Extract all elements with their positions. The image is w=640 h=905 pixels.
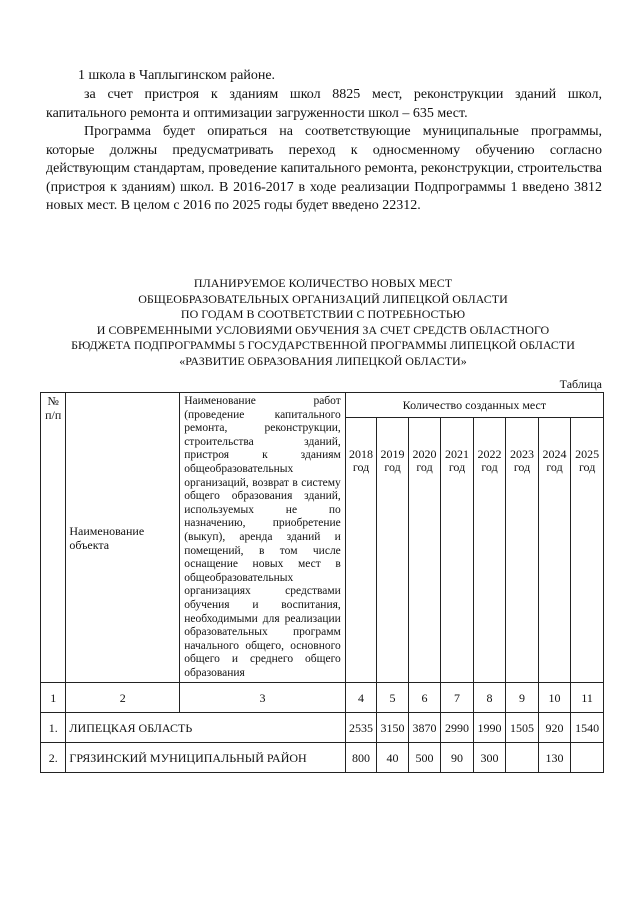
value-cell: 920 [538,713,571,743]
header-num: № п/п [41,393,66,683]
document-title [40,276,606,369]
value-cell: 1505 [506,713,539,743]
header-year: 2019 год [377,418,408,683]
value-cell: 2535 [345,713,376,743]
header-year: 2025 год [571,418,604,683]
value-cell [571,743,604,773]
paragraph-extension: за счет пристроя к зданиям школ 8825 мест, реконструкции зданий школ, капитального ремонта и оптимизации загруженности школ – 635 мест. [46,87,602,121]
value-cell: 3870 [408,713,441,743]
table-header-row [41,393,604,418]
header-year: 2024 год [538,418,571,683]
index-cell: 5 [377,683,408,713]
value-cell: 40 [377,743,408,773]
title-line: ПЛАНИРУЕМОЕ КОЛИЧЕСТВО НОВЫХ МЕСТ [193,276,453,290]
index-cell: 8 [473,683,506,713]
value-cell: 130 [538,743,571,773]
index-cell: 11 [571,683,604,713]
header-places-group: Количество созданных мест [345,393,603,418]
row-num: 2. [41,743,66,773]
value-cell: 1540 [571,713,604,743]
header-work: Наименование работ (проведение капитального ремонта, реконструкции, строительства зданий, пристроя к зданиям общеобразовательных организаций, возврат в систему общего образования зданий, используемых не по назначению, приобретение (выкуп), аренда зданий и помещений, в том числе оснащение новых мест в общеобразовательных организациях средствами обучения и воспитания, необходимыми для реализации образовательных программ начального общего, основного общего и среднего общего образования [180,393,346,683]
header-year: 2018 год [345,418,376,683]
value-cell: 1990 [473,713,506,743]
paragraph-school-chaplygin: 1 школа в Чаплыгинском районе. [78,68,276,83]
table-row-region [41,713,604,743]
title-line: И СОВРЕМЕННЫМИ УСЛОВИЯМИ ОБУЧЕНИЯ ЗА СЧЕТ СРЕДСТВ ОБЛАСТНОГО [96,322,550,337]
row-name: ГРЯЗИНСКИЙ МУНИЦИПАЛЬНЫЙ РАЙОН [66,743,345,773]
row-name: ЛИПЕЦКАЯ ОБЛАСТЬ [66,713,345,743]
index-cell: 2 [66,683,180,713]
index-cell: 4 [345,683,376,713]
value-cell: 500 [408,743,441,773]
header-object: Наименование объекта [66,393,180,683]
table-index-row [41,683,604,713]
title-line: ОБЩЕОБРАЗОВАТЕЛЬНЫХ ОРГАНИЗАЦИЙ ЛИПЕЦКОЙ ОБЛАСТИ [138,291,508,306]
index-cell: 10 [538,683,571,713]
value-cell: 800 [345,743,376,773]
index-cell: 3 [180,683,346,713]
header-year: 2023 год [506,418,539,683]
value-cell: 2990 [441,713,474,743]
table-caption: Таблица [559,377,602,391]
value-cell [506,743,539,773]
header-year: 2021 год [441,418,474,683]
header-year: 2020 год [408,418,441,683]
index-cell: 6 [408,683,441,713]
value-cell: 3150 [377,713,408,743]
paragraph-program: Программа будет опираться на соответствующие муниципальные программы, которые должны предусматривать переход к односменному обучению согласно действующим стандартам, проведение капитального ремонта, реконструкции, строительства (пристроя к зданиям) школ. В 2016-2017 в ходе реализации Подпрограммы 1 введено 3812 новых мест. В целом с 2016 по 2025 годы будет введено 22312. [46,124,602,213]
row-num: 1. [41,713,66,743]
title-line: БЮДЖЕТА ПОДПРОГРАММЫ 5 ГОСУДАРСТВЕННОЙ ПРОГРАММЫ ЛИПЕЦКОЙ ОБЛАСТИ [71,338,575,352]
places-table [40,392,604,773]
header-year: 2022 год [473,418,506,683]
index-cell: 9 [506,683,539,713]
title-line: ПО ГОДАМ В СООТВЕТСТВИИ С ПОТРЕБНОСТЬЮ [180,307,466,321]
value-cell: 300 [473,743,506,773]
title-line: «РАЗВИТИЕ ОБРАЗОВАНИЯ ЛИПЕЦКОЙ ОБЛАСТИ» [179,353,467,368]
index-cell: 7 [441,683,474,713]
table-row-district [41,743,604,773]
value-cell: 90 [441,743,474,773]
index-cell: 1 [41,683,66,713]
